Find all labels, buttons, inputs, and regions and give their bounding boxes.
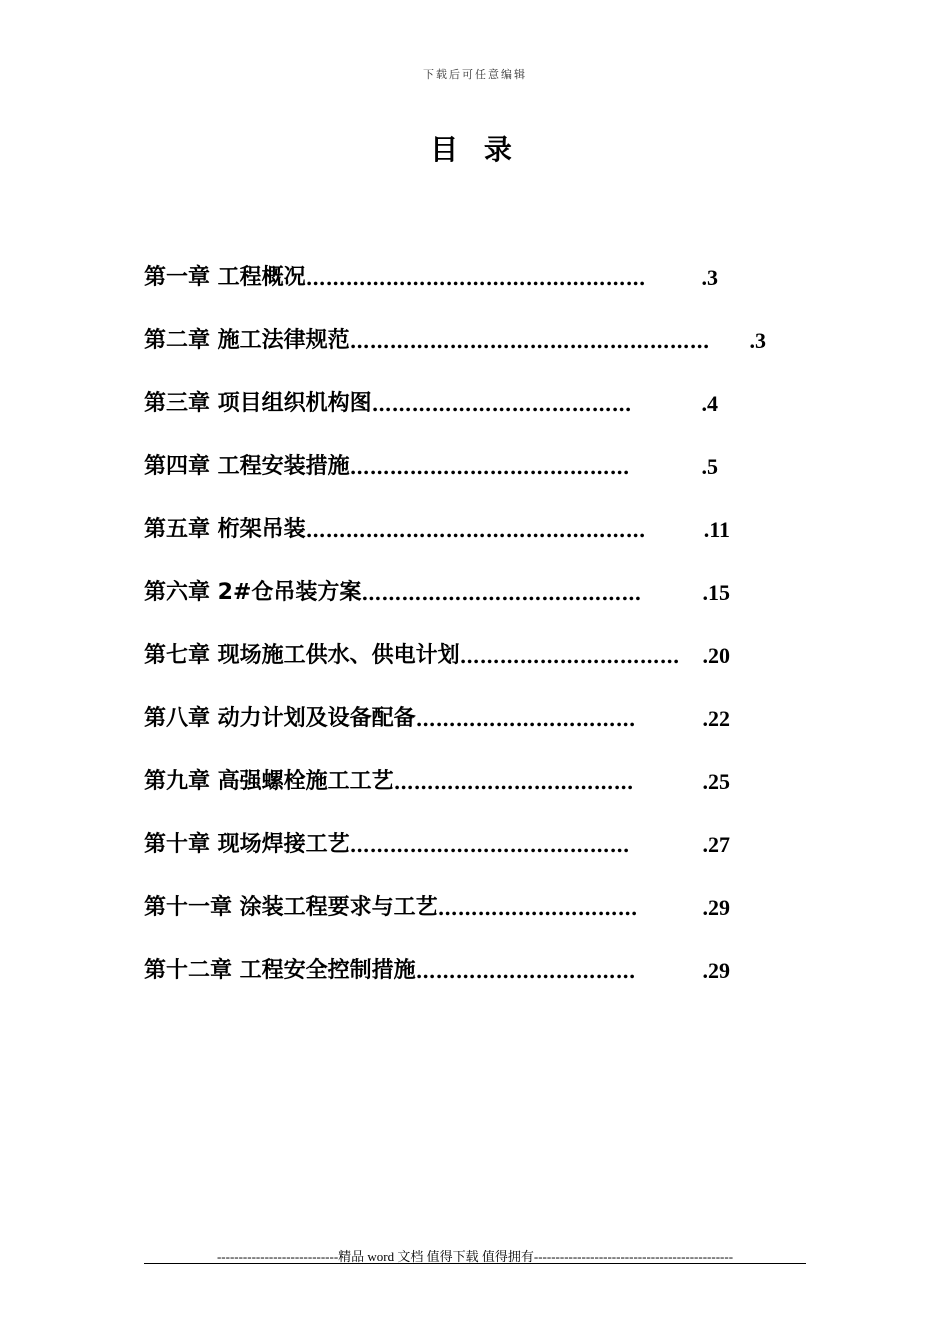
toc-page-number: .11	[703, 517, 730, 542]
toc-leader-dots: ……………………………………	[349, 833, 630, 857]
toc-page-number: .5	[701, 454, 718, 479]
toc-leader-dots: ……………………………………………	[305, 266, 646, 290]
toc-entry[interactable]	[144, 447, 824, 510]
toc-leader-dots: ………………………………	[393, 770, 634, 794]
toc-page-number: .22	[702, 706, 730, 731]
toc-leader-dots: ………………………………………………	[349, 329, 710, 353]
toc-page-number: .20	[702, 643, 730, 668]
toc-leader-dots: ……………………………………………	[305, 518, 646, 542]
toc-entry[interactable]	[144, 762, 824, 825]
toc-page-number: .4	[701, 391, 718, 416]
toc-entry-label: 第五章 桁架吊装	[144, 517, 306, 542]
toc-entry[interactable]	[144, 888, 824, 951]
toc-leader-dots: ……………………………	[459, 644, 680, 668]
toc-leader-dots: ……………………………	[415, 959, 636, 983]
toc-leader-dots: …………………………	[437, 896, 638, 920]
toc-entry-label: 第二章 施工法律规范	[144, 328, 350, 353]
toc-page-number: .25	[702, 769, 730, 794]
toc-entry-label: 第十章 现场焊接工艺	[144, 832, 350, 857]
toc-page-number: .3	[749, 328, 766, 353]
toc-entry-label: 第六章 2#仓吊装方案	[144, 580, 362, 605]
toc-entry-label: 第九章 高强螺栓施工工艺	[144, 769, 394, 794]
toc-entry-label: 第八章 动力计划及设备配备	[144, 706, 416, 731]
toc-entry[interactable]	[144, 321, 824, 384]
toc-leader-dots: ……………………………………	[349, 455, 630, 479]
toc-leader-dots: ……………………………………	[361, 581, 642, 605]
toc-entry-label: 第十二章 工程安全控制措施	[144, 958, 416, 983]
toc-entry[interactable]	[144, 384, 824, 447]
toc-entry-label: 第十一章 涂装工程要求与工艺	[144, 895, 438, 920]
toc-page-number: .27	[702, 832, 730, 857]
table-of-contents	[144, 258, 824, 1014]
toc-entry[interactable]	[144, 258, 824, 321]
toc-entry-label: 第四章 工程安装措施	[144, 454, 350, 479]
toc-entry[interactable]	[144, 636, 824, 699]
toc-leader-dots: …………………………………	[371, 392, 632, 416]
toc-page-number: .29	[702, 895, 730, 920]
footer-text: ----------------------------精品 word 文档 值得下载 值得拥有----------------------------------------------	[216, 1249, 734, 1264]
toc-entry[interactable]	[144, 510, 824, 573]
toc-entry[interactable]	[144, 951, 824, 1014]
header-note: 下载后可任意编辑	[423, 68, 527, 81]
toc-entry[interactable]	[144, 573, 824, 636]
toc-entry[interactable]	[144, 699, 824, 762]
toc-leader-dots: ……………………………	[415, 707, 636, 731]
footer-divider	[144, 1263, 806, 1264]
toc-page-number: .29	[702, 958, 730, 983]
toc-entry-label: 第七章 现场施工供水、供电计划	[144, 643, 460, 668]
toc-entry-label: 第一章 工程概况	[144, 265, 306, 290]
toc-entry[interactable]	[144, 825, 824, 888]
toc-entry-label: 第三章 项目组织机构图	[144, 391, 372, 416]
page-title: 目 录	[430, 133, 520, 166]
toc-page-number: .3	[701, 265, 718, 290]
toc-page-number: .15	[702, 580, 730, 605]
